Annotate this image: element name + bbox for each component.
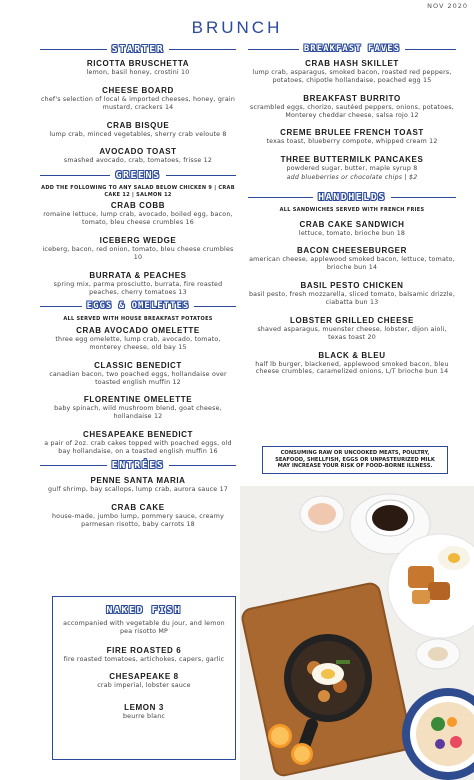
menu-item	[40, 326, 236, 352]
divider	[166, 175, 236, 176]
item-desc: lettuce, tomato, brioche bun 18	[298, 229, 406, 237]
menu-item	[40, 361, 236, 387]
divider	[248, 197, 313, 198]
item-name: CRAB CAKE SANDWICH	[299, 219, 405, 229]
item-desc: a pair of 2oz. crab cakes topped with poached eggs, old bay hollandaise, on a toasted english muffin 16	[44, 440, 232, 455]
item-desc: chef's selection of local & imported cheeses, honey, grain mustard, crackers 14	[40, 95, 236, 111]
item-name: CRAB COBB	[110, 201, 166, 211]
right-column	[248, 40, 456, 385]
item-desc: basil pesto, fresh mozzarella, sliced tomato, balsamic drizzle, ciabatta bun 13	[248, 291, 456, 306]
menu-item	[40, 236, 236, 262]
divider	[40, 465, 107, 466]
menu-item	[40, 121, 236, 139]
item-desc: accompanied with vegetable du jour, and lemon pea risotto MP	[63, 620, 225, 635]
section-note: ALL SERVED WITH HOUSE BREAKFAST POTATOES	[63, 316, 213, 323]
menu-item	[40, 271, 236, 297]
item-name: FLORENTINE OMELETTE	[83, 395, 193, 405]
menu-item	[248, 220, 456, 238]
item-name: BASIL PESTO CHICKEN	[300, 281, 404, 291]
item-desc: shaved asparagus, muenster cheese, lobster, dijon aioli, texas toast 20	[257, 325, 447, 341]
divider	[40, 175, 110, 176]
section-title: BREAKFAST FAVES	[303, 44, 401, 54]
section-title: ENTRÉES	[111, 460, 165, 472]
item-name: LEMON 3	[124, 703, 164, 713]
menu-item	[40, 86, 236, 112]
item-desc: fire roasted tomatoes, artichokes, capers, garlic	[63, 655, 225, 663]
section-title: EGGS & OMELETTES	[86, 301, 190, 312]
section-header-starter	[40, 42, 236, 56]
item-name: THREE BUTTERMILK PANCAKES	[280, 155, 424, 165]
item-desc: half lb burger, blackened, applewood smoked bacon, bleu cheese crumbles, caramelized onions, L/T brioche bun 14	[255, 360, 449, 376]
item-name: PENNE SANTA MARIA	[90, 475, 186, 485]
menu-item	[40, 395, 236, 421]
item-name: AVOCADO TOAST	[99, 147, 177, 157]
menu-item	[248, 128, 456, 146]
item-desc: american cheese, applewood smoked bacon, lettuce, tomato, brioche bun 14	[249, 256, 455, 272]
item-name: ICEBERG WEDGE	[99, 236, 177, 246]
section-title: HANDHELDS	[318, 191, 386, 203]
menu-item	[40, 59, 236, 77]
item-name: FIRE ROASTED 6	[106, 645, 182, 655]
naked-fish-intro	[59, 620, 229, 636]
section-title: STARTER	[111, 43, 165, 55]
menu-item	[248, 155, 456, 182]
section-header-naked-fish	[59, 603, 229, 617]
item-name: CLASSIC BENEDICT	[94, 360, 182, 370]
section-header-entrees	[40, 459, 236, 473]
divider	[194, 306, 236, 307]
left-column	[40, 40, 236, 537]
section-title: GREENS	[115, 169, 161, 181]
divider	[169, 49, 236, 50]
item-desc: romaine lettuce, lump crab, avocado, boiled egg, bacon, tomato, bleu cheese crumbles 16	[43, 211, 233, 227]
item-name: CHESAPEAKE 8	[109, 671, 179, 681]
menu-item	[59, 646, 229, 664]
item-desc: scrambled eggs, chorizo, sautéed peppers, onions, potatoes, Monterey cheddar cheese, salsa rojo 12	[249, 103, 455, 119]
menu-item	[59, 672, 229, 690]
section-header-handhelds	[248, 190, 456, 204]
food-photo-illustration	[240, 486, 474, 780]
menu-item	[40, 430, 236, 456]
item-desc: baby spinach, wild mushroom blend, goat cheese, hollandaise 12	[54, 405, 222, 421]
menu-item	[248, 94, 456, 120]
menu-item	[248, 281, 456, 307]
item-name: CRAB BISQUE	[106, 120, 170, 130]
menu-item	[248, 316, 456, 342]
item-name: CRAB CAKE	[111, 502, 165, 512]
item-name: CHEESE BOARD	[102, 85, 174, 95]
item-name: LOBSTER GRILLED CHEESE	[290, 315, 414, 325]
item-desc: three egg omelette, lump crab, avocado, tomato, monterey cheese, old bay 15	[55, 335, 221, 351]
food-photo	[240, 486, 474, 780]
naked-fish-box	[52, 596, 236, 760]
divider	[169, 465, 236, 466]
divider	[40, 49, 107, 50]
section-header-greens	[40, 168, 236, 182]
item-name: BURRATA & PEACHES	[89, 270, 187, 280]
item-name: CREME BRULEE FRENCH TOAST	[280, 128, 424, 138]
item-desc: canadian bacon, two poached eggs, hollandaise over toasted english muffin 12	[49, 370, 227, 386]
menu-item	[40, 476, 236, 494]
divider	[391, 197, 456, 198]
item-desc: beurre blanc	[122, 713, 166, 721]
menu-item	[59, 703, 229, 721]
item-desc: texas toast, blueberry compote, whipped cream 12	[266, 138, 438, 146]
item-desc: iceberg, bacon, red onion, tomato, bleu cheese crumbles 10	[42, 246, 234, 261]
section-note: ALL SANDWICHES SERVED WITH FRENCH FRIES	[279, 207, 425, 214]
item-name: RICOTTA BRUSCHETTA	[86, 59, 190, 68]
menu-item	[40, 147, 236, 165]
addon-text: add blueberries or chocolate chips | $2	[286, 174, 418, 182]
item-desc: spring mix, parma prosciutto, burrata, fire roasted peaches, cherry tomatoes 13	[53, 280, 223, 296]
divider	[405, 49, 456, 50]
item-desc: lemon, basil honey, crostini 10	[86, 69, 190, 76]
item-desc: gulf shrimp, bay scallops, lump crab, aurora sauce 17	[48, 485, 228, 493]
item-name: CRAB HASH SKILLET	[305, 59, 399, 68]
section-header-eggs	[40, 299, 236, 313]
item-desc: smashed avocado, crab, tomatoes, frisse 12	[63, 157, 213, 165]
divider	[248, 49, 299, 50]
item-name: CRAB AVOCADO OMELETTE	[76, 325, 200, 335]
item-desc: crab imperial, lobster sauce	[97, 681, 191, 689]
section-title: NAKED FISH	[106, 604, 182, 616]
food-safety-warning: CONSUMING RAW OR UNCOOKED MEATS, POULTRY, SEAFOOD, SHELLFISH, EGGS OR UNPASTEURIZED MILK MAY INCREASE YOUR RISK OF FOOD-BORNE ILLNESS.	[262, 446, 448, 474]
item-name: BREAKFAST BURRITO	[303, 93, 401, 103]
section-header-breakfast	[248, 42, 456, 56]
menu-item	[248, 351, 456, 377]
item-desc: house-made, jumbo lump, pommery sauce, creamy parmesan risotto, baby carrots 18	[51, 512, 224, 528]
menu-item	[248, 246, 456, 272]
item-addon	[248, 174, 456, 182]
menu-item	[40, 503, 236, 529]
section-note: ADD THE FOLLOWING TO ANY SALAD BELOW CHICKEN 9 | CRAB CAKE 12 | SALMON 12	[41, 185, 235, 198]
menu-item	[40, 201, 236, 227]
item-desc: lump crab, minced vegetables, sherry crab veloute 8	[49, 130, 227, 138]
item-name: BACON CHEESEBURGER	[297, 246, 407, 256]
menu-item	[248, 59, 456, 85]
menu-date: NOV 2020	[427, 2, 468, 10]
item-desc: powdered sugar, butter, maple syrup 8	[286, 165, 418, 173]
item-name: BLACK & BLEU	[318, 350, 386, 360]
menu-title: BRUNCH	[191, 18, 283, 37]
item-name: CHESAPEAKE BENEDICT	[82, 430, 194, 440]
divider	[40, 306, 82, 307]
item-desc: lump crab, asparagus, smoked bacon, roasted red peppers, potatoes, chipotle hollandaise, poached egg 15	[252, 69, 452, 84]
